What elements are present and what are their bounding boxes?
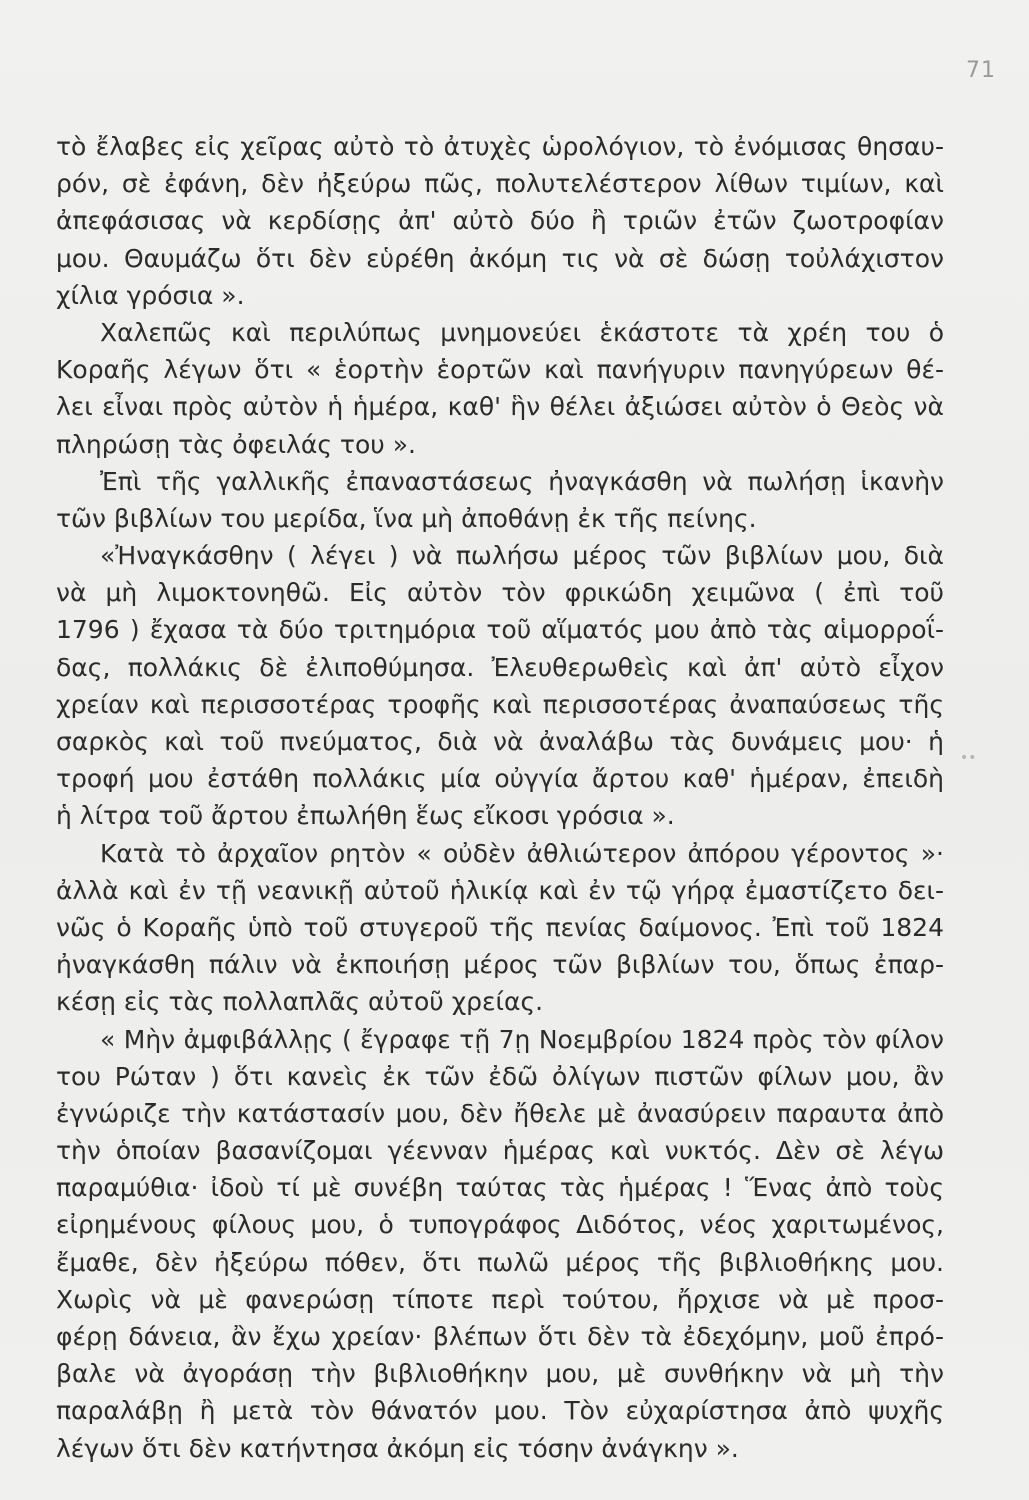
text-line: βαλε νὰ ἀγοράσῃ τὴν βιβλιοθήκην μου, μὲ συνθήκην νὰ μὴ τὴν [56, 1359, 944, 1389]
text-line: 1796 ) ἔχασα τὰ δύο τριτημόρια τοῦ αἵματός μου ἀπὸ τὰς αἱμορροΐ- [56, 615, 944, 645]
text-line: τροφή μου ἐστάθη πολλάκις μία οὐγγία ἄρτου καθ' ἡμέραν, ἐπειδὴ [56, 764, 944, 794]
text-line: φέρῃ δάνεια, ἂν ἔχω χρείαν· βλέπων ὅτι δὲν τὰ ἐδεχόμην, μοῦ ἐπρό- [56, 1322, 944, 1351]
text-line: τὴν ὁποίαν βασανίζομαι γέενναν ἡμέρας καὶ νυκτός. Δὲν σὲ λέγω [56, 1136, 944, 1166]
text-line: Κατὰ τὸ ἀρχαῖον ρητὸν « οὐδὲν ἀθλιώτερον ἀπόρου γέροντος »· [100, 838, 944, 868]
text-line: χρείαν καὶ περισσοτέρας τροφῆς καὶ περισσοτέρας ἀναπαύσεως τῆς [56, 689, 944, 719]
text-line: πληρώσῃ τὰς ὀφειλάς του ». [56, 429, 416, 459]
text-line: ἡ λίτρα τοῦ ἄρτου ἐπωλήθη ἕως εἴκοσι γρόσια ». [56, 801, 675, 831]
margin-mark: •• [960, 750, 977, 766]
text-line: « Μὴν ἀμφιβάλλῃς ( ἔγραφε τῇ 7ῃ Νοεμβρίου 1824 πρὸς τὸν φίλον [100, 1024, 944, 1054]
text-line: νὰ μὴ λιμοκτονηθῶ. Εἰς αὐτὸν τὸν φρικώδη χειμῶνα ( ἐπὶ τοῦ [56, 578, 944, 608]
text-line: Ἐπὶ τῆς γαλλικῆς ἐπαναστάσεως ἠναγκάσθη νὰ πωλήσῃ ἱκανὴν [100, 466, 944, 496]
text-line: λει εἶναι πρὸς αὐτὸν ἡ ἡμέρα, καθ' ἣν θέλει ἀξιώσει αὐτὸν ὁ Θεὸς νὰ [56, 392, 944, 422]
text-line: ἐγνώριζε τὴν κατάστασίν μου, δὲν ἤθελε μὲ ἀνασύρειν παραυτα ἀπὸ [56, 1098, 944, 1128]
text-line: λέγων ὅτι δὲν κατήντησα ἀκόμη εἰς τόσην ἀνάγκην ». [56, 1433, 739, 1463]
text-line: κέσῃ εἰς τὰς πολλαπλᾶς αὐτοῦ χρείας. [56, 987, 544, 1017]
text-line: ἀπεφάσισας νὰ κερδίσῃς ἀπ' αὐτὸ δύο ἢ τριῶν ἐτῶν ζωοτροφίαν [56, 206, 944, 236]
text-line: Χαλεπῶς καὶ περιλύπως μνημονεύει ἑκάστοτε τὰ χρέη του ὁ [100, 317, 944, 347]
text-line: ἔμαθε, δὲν ἠξεύρω πόθεν, ὅτι πωλῶ μέρος τῆς βιβλιοθήκης μου. [56, 1247, 944, 1277]
text-line: ρόν, σὲ ἐφάνη, δὲν ἠξεύρω πῶς, πολυτελέστερον λίθων τιμίων, καὶ [56, 169, 944, 199]
text-line: Κοραῆς λέγων ὅτι « ἑορτὴν ἑορτῶν καὶ πανήγυριν πανηγύρεων θέ- [56, 355, 944, 385]
text-line: παραλάβῃ ἢ μετὰ τὸν θάνατόν μου. Τὸν εὐχαρίστησα ἀπὸ ψυχῆς [56, 1396, 944, 1426]
text-line: χίλια γρόσια ». [56, 280, 245, 310]
body-text [56, 128, 944, 1467]
text-line: δας, πολλάκις δὲ ἐλιποθύμησα. Ἐλευθερωθεὶς καὶ ἀπ' αὐτὸ εἶχον [56, 652, 944, 682]
text-line: ἠναγκάσθη πάλιν νὰ ἐκποιήσῃ μέρος τῶν βιβλίων του, ὅπως ἐπαρ- [56, 950, 944, 980]
text-line: τὸ ἔλαβες εἰς χεῖρας αὐτὸ τὸ ἀτυχὲς ὡρολόγιον, τὸ ἐνόμισας θησαυ- [56, 132, 944, 161]
text-line: Χωρὶς νὰ μὲ φανερώσῃ τίποτε περὶ τούτου, ἤρχισε νὰ μὲ προσ- [56, 1284, 944, 1314]
text-line: σαρκὸς καὶ τοῦ πνεύματος, διὰ νὰ ἀναλάβω τὰς δυνάμεις μου· ἡ [56, 727, 944, 756]
text-line: εἰρημένους φίλους μου, ὁ τυπογράφος Διδότος, νέος χαριτωμένος, [56, 1210, 944, 1240]
page-number: 71 [966, 58, 996, 83]
text-line: τῶν βιβλίων του μερίδα, ἵνα μὴ ἀποθάνῃ ἐκ τῆς πείνης. [56, 503, 757, 533]
text-line: του Ρώταν ) ὅτι κανεὶς ἐκ τῶν ἐδῶ ὀλίγων πιστῶν φίλων μου, ἂν [56, 1061, 944, 1091]
text-line: ἀλλὰ καὶ ἐν τῇ νεανικῇ αὐτοῦ ἡλικίᾳ καὶ ἐν τῷ γήρᾳ ἐμαστίζετο δει- [56, 875, 944, 905]
text-line: νῶς ὁ Κοραῆς ὑπὸ τοῦ στυγεροῦ τῆς πενίας δαίμονος. Ἐπὶ τοῦ 1824 [56, 912, 944, 942]
text-line: παραμύθια· ἰδοὺ τί μὲ συνέβη ταύτας τὰς ἡμέρας ! Ἕνας ἀπὸ τοὺς [56, 1173, 944, 1203]
text-line: μου. Θαυμάζω ὅτι δὲν εὑρέθη ἀκόμη τις νὰ σὲ δώσῃ τοὐλάχιστον [56, 243, 944, 273]
text-line: «Ἠναγκάσθην ( λέγει ) νὰ πωλήσω μέρος τῶν βιβλίων μου, διὰ [100, 541, 944, 571]
